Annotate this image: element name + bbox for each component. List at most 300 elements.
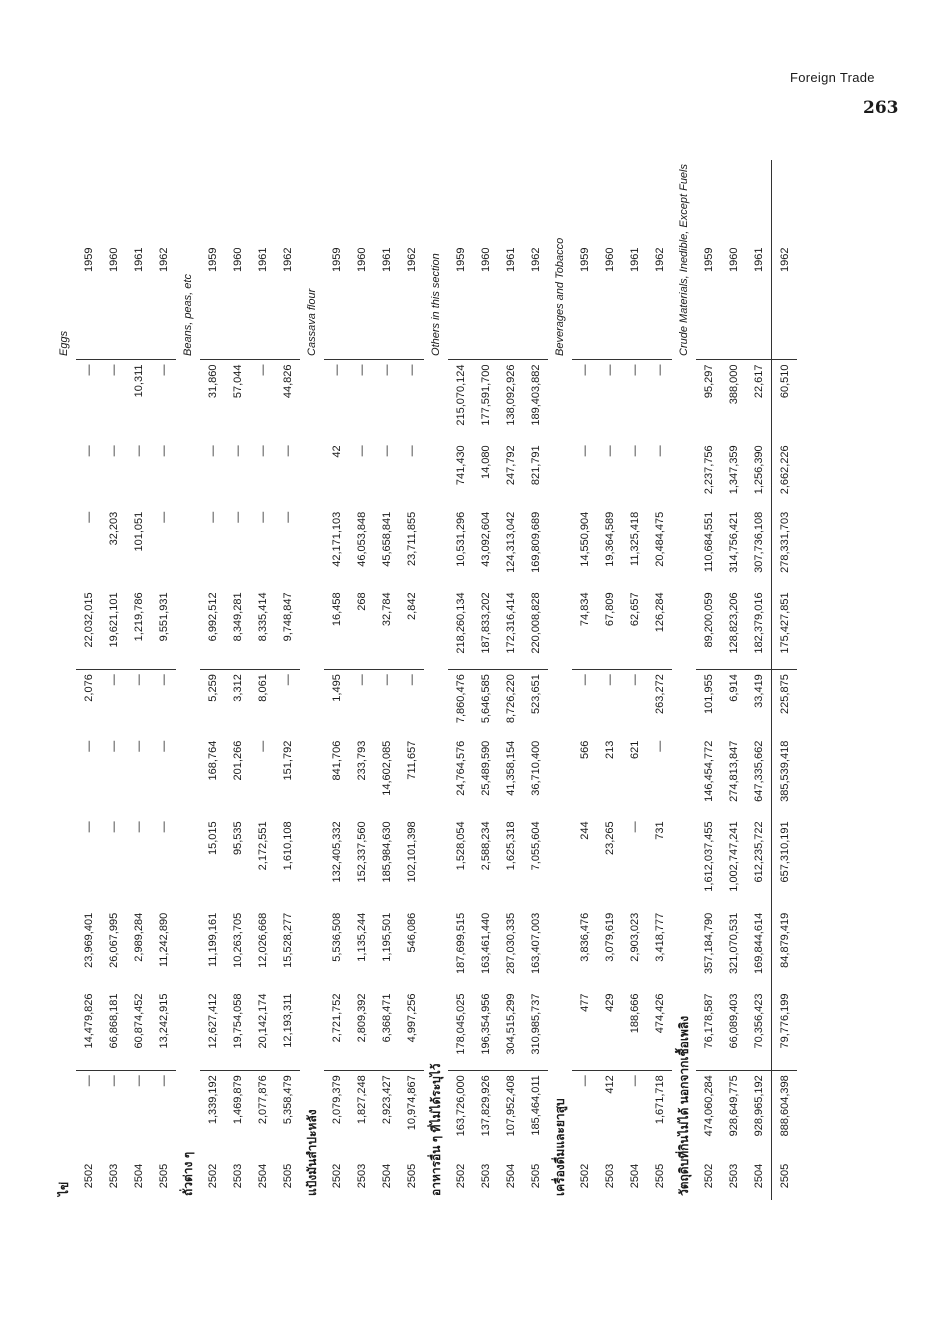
table-row [250,160,275,1200]
value-cell: 15,015 [206,821,219,856]
value-cell: 6,992,512 [200,588,225,669]
value-cell: — [157,364,170,376]
value-cell: 5,646,585 [479,674,492,724]
value-cell: 213 [603,740,616,760]
value-cell: 22,032,015 [76,588,101,669]
value-cell: 218,260,134 [448,588,473,669]
value-cell: 187,699,515 [454,912,467,974]
value-cell: — [157,1075,170,1087]
table-row [647,160,672,1200]
ad-year: 1959 [200,160,225,360]
value-cell: 24,764,576 [454,740,467,796]
value-cell: — [578,364,591,376]
ad-year: 1959 [324,160,349,360]
value-cell: 474,060,284 [702,1075,715,1137]
ad-year: 1960 [101,160,126,360]
table-row [399,160,424,1200]
value-cell: 647,335,662 [752,740,765,802]
ad-year: 1961 [250,160,275,360]
value-cell: 287,030,335 [504,912,517,974]
ad-year: 1959 [448,160,473,360]
section-english-label: Cassava flour [306,288,318,356]
ad-year: 1961 [126,160,151,360]
value-cell: — [132,740,145,752]
value-cell: 32,203 [107,511,120,546]
be-year: 2502 [454,1163,467,1189]
value-cell: 185,984,630 [380,821,393,883]
value-cell: 182,379,016 [746,588,772,669]
value-cell: — [82,1075,95,1087]
value-cell: 201,266 [231,740,244,781]
table-row [572,160,597,1200]
value-cell: 8,349,281 [225,588,250,669]
value-cell: — [206,445,219,457]
value-cell: 110,684,551 [702,511,715,573]
value-cell: 175,427,851 [772,588,798,669]
value-cell: 101,051 [132,511,145,552]
table-row [772,160,798,1200]
trade-statistics-table [52,160,842,1200]
value-cell: 23,711,855 [405,511,418,566]
value-cell: 74,834 [572,588,597,669]
value-cell: 163,726,000 [454,1075,467,1137]
value-cell: 2,721,752 [324,989,349,1070]
value-cell: 2,842 [399,588,424,669]
value-cell: 1,469,879 [231,1075,244,1125]
value-cell: 124,313,042 [504,511,517,573]
value-cell: — [380,445,393,457]
value-cell: 16,458 [324,588,349,669]
be-year: 2505 [653,1163,666,1189]
value-cell: — [380,674,393,686]
value-cell: 14,479,826 [76,989,101,1070]
value-cell: 314,756,421 [727,511,740,573]
value-cell: — [256,740,269,752]
value-cell: — [82,445,95,457]
value-cell: 477 [572,989,597,1070]
be-year: 2504 [256,1163,269,1189]
be-year: 2503 [107,1163,120,1189]
value-cell: 13,242,915 [151,989,176,1070]
ad-year: 1962 [275,160,300,360]
value-cell: 1,495 [330,674,343,702]
value-cell: 196,354,956 [473,989,498,1070]
table-row [473,160,498,1200]
value-cell: — [628,1075,641,1087]
value-cell: 70,356,423 [746,989,772,1070]
value-cell: 1,219,786 [126,588,151,669]
value-cell: — [107,674,120,686]
value-cell: 126,284 [647,588,672,669]
value-cell: 32,784 [374,588,399,669]
be-year: 2503 [727,1163,740,1189]
be-year: 2505 [405,1163,418,1189]
value-cell: — [157,740,170,752]
value-cell: — [355,674,368,686]
value-cell: 67,809 [597,588,622,669]
value-cell: 9,748,847 [275,588,300,669]
ad-year: 1959 [696,160,721,360]
table-row [225,160,250,1200]
value-cell: 1,135,244 [355,912,368,962]
value-cell: 888,604,398 [772,1071,798,1152]
value-cell: 128,823,206 [721,588,746,669]
value-cell: 9,551,931 [151,588,176,669]
value-cell: 42,171,103 [330,511,343,567]
value-cell: — [653,445,666,457]
value-cell: — [603,445,616,457]
value-cell: 8,726,220 [504,674,517,724]
value-cell: 23,969,401 [82,912,95,968]
value-cell: 1,347,359 [727,445,740,495]
value-cell: 189,403,882 [529,364,542,426]
value-cell: 8,335,414 [250,588,275,669]
value-cell: 5,536,508 [330,912,343,962]
value-cell: 7,055,604 [529,821,542,871]
value-cell: 66,868,181 [101,989,126,1070]
value-cell: 60,874,452 [126,989,151,1070]
value-cell: — [628,821,641,833]
value-cell: — [157,511,170,523]
value-cell: 215,070,124 [454,364,467,426]
value-cell: 278,331,703 [772,508,798,589]
value-cell: — [380,364,393,376]
value-cell: 95,535 [231,821,244,856]
table-row [126,160,151,1200]
value-cell: 12,193,311 [275,989,300,1070]
value-cell: 2,076 [82,674,95,702]
section-english-label: Eggs [58,330,70,356]
section-english-label: Beverages and Tobacco [554,237,566,356]
value-cell: 2,077,876 [256,1075,269,1125]
ad-year: 1961 [498,160,523,360]
value-cell: 151,792 [281,740,294,781]
value-cell: 4,997,256 [399,989,424,1070]
table-row [721,160,746,1200]
table-row [696,160,721,1200]
value-cell: 10,311 [132,364,145,398]
value-cell: — [578,674,591,686]
value-cell: 187,833,202 [473,588,498,669]
value-cell: 566 [578,740,591,760]
value-cell: 429 [597,989,622,1070]
value-cell: 3,079,619 [603,912,616,962]
value-cell: 546,086 [405,912,418,953]
be-year: 2504 [132,1163,145,1189]
value-cell: 3,418,777 [653,912,666,962]
value-cell: 12,026,668 [256,912,269,968]
ad-year: 1961 [374,160,399,360]
value-cell: — [355,364,368,376]
value-cell: 178,045,025 [448,989,473,1070]
value-cell: — [157,445,170,457]
value-cell: — [157,821,170,833]
value-cell: 2,237,756 [702,445,715,495]
value-cell: — [107,445,120,457]
value-cell: 5,259 [206,674,219,702]
value-cell: 19,621,101 [101,588,126,669]
value-cell: — [107,740,120,752]
value-cell: 385,539,418 [772,737,798,818]
value-cell: 1,195,501 [380,912,393,962]
value-cell: 163,407,003 [529,912,542,974]
value-cell: 357,184,790 [702,912,715,974]
value-cell: — [628,364,641,376]
value-cell: — [132,821,145,833]
ad-year: 1962 [772,160,798,360]
value-cell: 1,256,390 [752,445,765,495]
value-cell: — [603,674,616,686]
be-year: 2504 [380,1163,393,1189]
value-cell: 2,809,392 [349,989,374,1070]
value-cell: — [107,364,120,376]
section-header [300,160,324,1200]
value-cell: 10,531,296 [454,511,467,567]
section-header [52,160,76,1200]
value-cell: — [603,364,616,376]
value-cell: — [653,364,666,376]
section-english-label: Others in this section [430,253,442,356]
value-cell: 152,337,560 [355,821,368,883]
table-row [200,160,225,1200]
value-cell: 1,610,108 [281,821,294,871]
value-cell: 43,092,604 [479,511,492,567]
value-cell: 233,793 [355,740,368,781]
value-cell: 137,829,926 [479,1075,492,1137]
value-cell: 33,419 [752,674,765,708]
be-year: 2505 [157,1163,170,1189]
value-cell: 711,657 [405,740,418,780]
value-cell: 102,101,398 [405,821,418,883]
value-cell: 22,617 [752,364,765,399]
value-cell: — [82,821,95,833]
section-header [424,160,448,1200]
value-cell: 388,000 [727,364,740,405]
value-cell: 132,405,332 [330,821,343,883]
ad-year: 1959 [572,160,597,360]
value-cell: 138,092,926 [504,364,517,426]
value-cell: 474,426 [647,989,672,1070]
value-cell: 42 [330,445,343,458]
value-cell: 2,079,379 [330,1075,343,1125]
table-row [101,160,126,1200]
value-cell: — [82,364,95,376]
table-row [76,160,101,1200]
be-year: 2503 [603,1163,616,1189]
value-cell: 10,263,705 [231,912,244,968]
section-thai-label: เครื่องดื่มและยาสูบ [552,1098,567,1196]
table-row [523,160,548,1200]
value-cell: 20,142,174 [250,989,275,1070]
value-cell: 19,754,058 [225,989,250,1070]
value-cell: 304,515,299 [498,989,523,1070]
value-cell: 107,952,408 [504,1075,517,1137]
value-cell: 928,965,192 [752,1075,765,1137]
value-cell: 89,200,059 [696,588,721,669]
value-cell: 6,368,471 [374,989,399,1070]
ad-year: 1960 [225,160,250,360]
value-cell: — [330,364,343,376]
value-cell: 23,265 [603,821,616,856]
value-cell: 14,602,085 [380,740,393,796]
be-year: 2502 [206,1163,219,1189]
value-cell: — [256,511,269,523]
value-cell: 2,989,284 [132,912,145,962]
value-cell: 1,612,037,455 [702,821,715,892]
value-cell: 188,666 [622,989,647,1070]
value-cell: 307,736,108 [752,511,765,573]
value-cell: 8,061 [256,674,269,702]
value-cell: 220,008,828 [523,588,548,669]
value-cell: — [578,445,591,457]
value-cell: 79,776,199 [772,989,798,1070]
section-header [672,160,696,1200]
value-cell: 45,658,841 [380,511,393,567]
value-cell: 15,528,277 [281,912,294,968]
section-thai-label: ถั่วต่าง ๆ [180,1151,195,1196]
value-cell: 928,649,775 [727,1075,740,1137]
value-cell: 6,914 [727,674,740,702]
value-cell: 36,710,400 [529,740,542,796]
value-cell: 44,826 [281,364,294,399]
value-cell: — [231,511,244,523]
value-cell: — [628,674,641,686]
value-cell: 146,454,772 [702,740,715,802]
value-cell: 523,651 [529,674,542,714]
value-cell: 41,358,154 [504,740,517,796]
ad-year: 1960 [473,160,498,360]
statistics-grid [52,160,797,1200]
ad-year: 1960 [597,160,622,360]
be-year: 2503 [479,1163,492,1189]
value-cell: — [405,445,418,457]
value-cell: 731 [653,821,666,840]
be-year: 2502 [578,1163,591,1189]
value-cell: 7,860,476 [454,674,467,724]
value-cell: 3,312 [231,674,244,702]
value-cell: 169,844,614 [752,912,765,974]
value-cell: 657,310,191 [772,817,798,908]
section-thai-label: อาหารอื่น ๆ ที่ไม่ได้ระบุไว้ [428,1063,443,1196]
value-cell: 225,875 [772,670,798,737]
be-year: 2502 [82,1163,95,1189]
table-row [324,160,349,1200]
value-cell: 621 [628,740,641,760]
value-cell: — [281,445,294,457]
table-row [622,160,647,1200]
value-cell: — [132,445,145,457]
table-row [448,160,473,1200]
value-cell: — [82,511,95,523]
value-cell: 310,985,737 [523,989,548,1070]
be-year: 2504 [752,1163,765,1189]
value-cell: 412 [603,1075,616,1094]
section-english-label: Crude Materials, Inedible, Except Fuels [678,164,690,356]
value-cell: 95,297 [702,364,715,399]
value-cell: — [405,364,418,376]
value-cell: — [256,445,269,457]
value-cell: — [653,740,666,752]
value-cell: 11,242,890 [157,912,170,968]
value-cell: 163,461,440 [479,912,492,974]
value-cell: — [256,364,269,376]
ad-year: 1962 [151,160,176,360]
table-row [275,160,300,1200]
value-cell: — [107,821,120,833]
value-cell: 612,235,722 [752,821,765,883]
ad-year: 1961 [622,160,647,360]
be-year: 2502 [702,1163,715,1189]
value-cell: — [157,674,170,686]
be-year: 2504 [628,1163,641,1189]
value-cell: 821,791 [529,445,542,486]
section-thai-label: ไข่ [56,1181,71,1196]
value-cell: 268 [349,588,374,669]
ad-year: 1959 [76,160,101,360]
value-cell: 1,671,718 [653,1075,666,1125]
value-cell: — [231,445,244,457]
table-row [374,160,399,1200]
value-cell: — [281,511,294,523]
be-year: 2505 [772,1152,798,1200]
ad-year: 1961 [746,160,772,360]
value-cell: — [281,674,294,686]
value-cell: 168,764 [206,740,219,781]
value-cell: 5,358,479 [281,1075,294,1125]
value-cell: 169,809,689 [529,511,542,573]
value-cell: 841,706 [330,740,343,781]
value-cell: 2,172,551 [256,821,269,871]
value-cell: — [578,1075,591,1087]
value-cell: 2,903,023 [628,912,641,962]
table-row [349,160,374,1200]
be-year: 2503 [231,1163,244,1189]
be-year: 2505 [529,1163,542,1189]
value-cell: 14,080 [479,445,492,479]
value-cell: — [132,674,145,686]
page-number: 263 [863,98,899,118]
be-year: 2505 [281,1163,294,1189]
section-english-label: Beans, peas, etc [182,274,194,356]
section-thai-label: วัตถุดิบที่กินไม่ได้ นอกจากเชื้อเพลิง [676,1015,691,1196]
section-thai-label: แป้งมันสำปะหลัง [304,1109,319,1196]
value-cell: 263,272 [653,674,666,714]
value-cell: 185,464,011 [529,1075,542,1136]
value-cell: — [132,1075,145,1087]
value-cell: 274,813,847 [727,740,740,802]
value-cell: 1,625,318 [504,821,517,871]
value-cell: 62,657 [622,588,647,669]
value-cell: 26,067,995 [107,912,120,968]
value-cell: 76,178,587 [696,989,721,1070]
section-header [548,160,572,1200]
value-cell: 31,860 [206,364,219,399]
value-cell: 1,827,248 [355,1075,368,1125]
value-cell: 1,528,054 [454,821,467,871]
value-cell: 66,089,403 [721,989,746,1070]
value-cell: — [82,740,95,752]
value-cell: 2,662,226 [772,441,798,507]
table-row [498,160,523,1200]
be-year: 2503 [355,1163,368,1189]
value-cell: 1,002,747,241 [727,821,740,892]
ad-year: 1962 [399,160,424,360]
value-cell: 3,836,476 [578,912,591,962]
value-cell: 172,316,414 [498,588,523,669]
ad-year: 1962 [523,160,548,360]
value-cell: — [107,1075,120,1087]
value-cell: 247,792 [504,445,517,486]
